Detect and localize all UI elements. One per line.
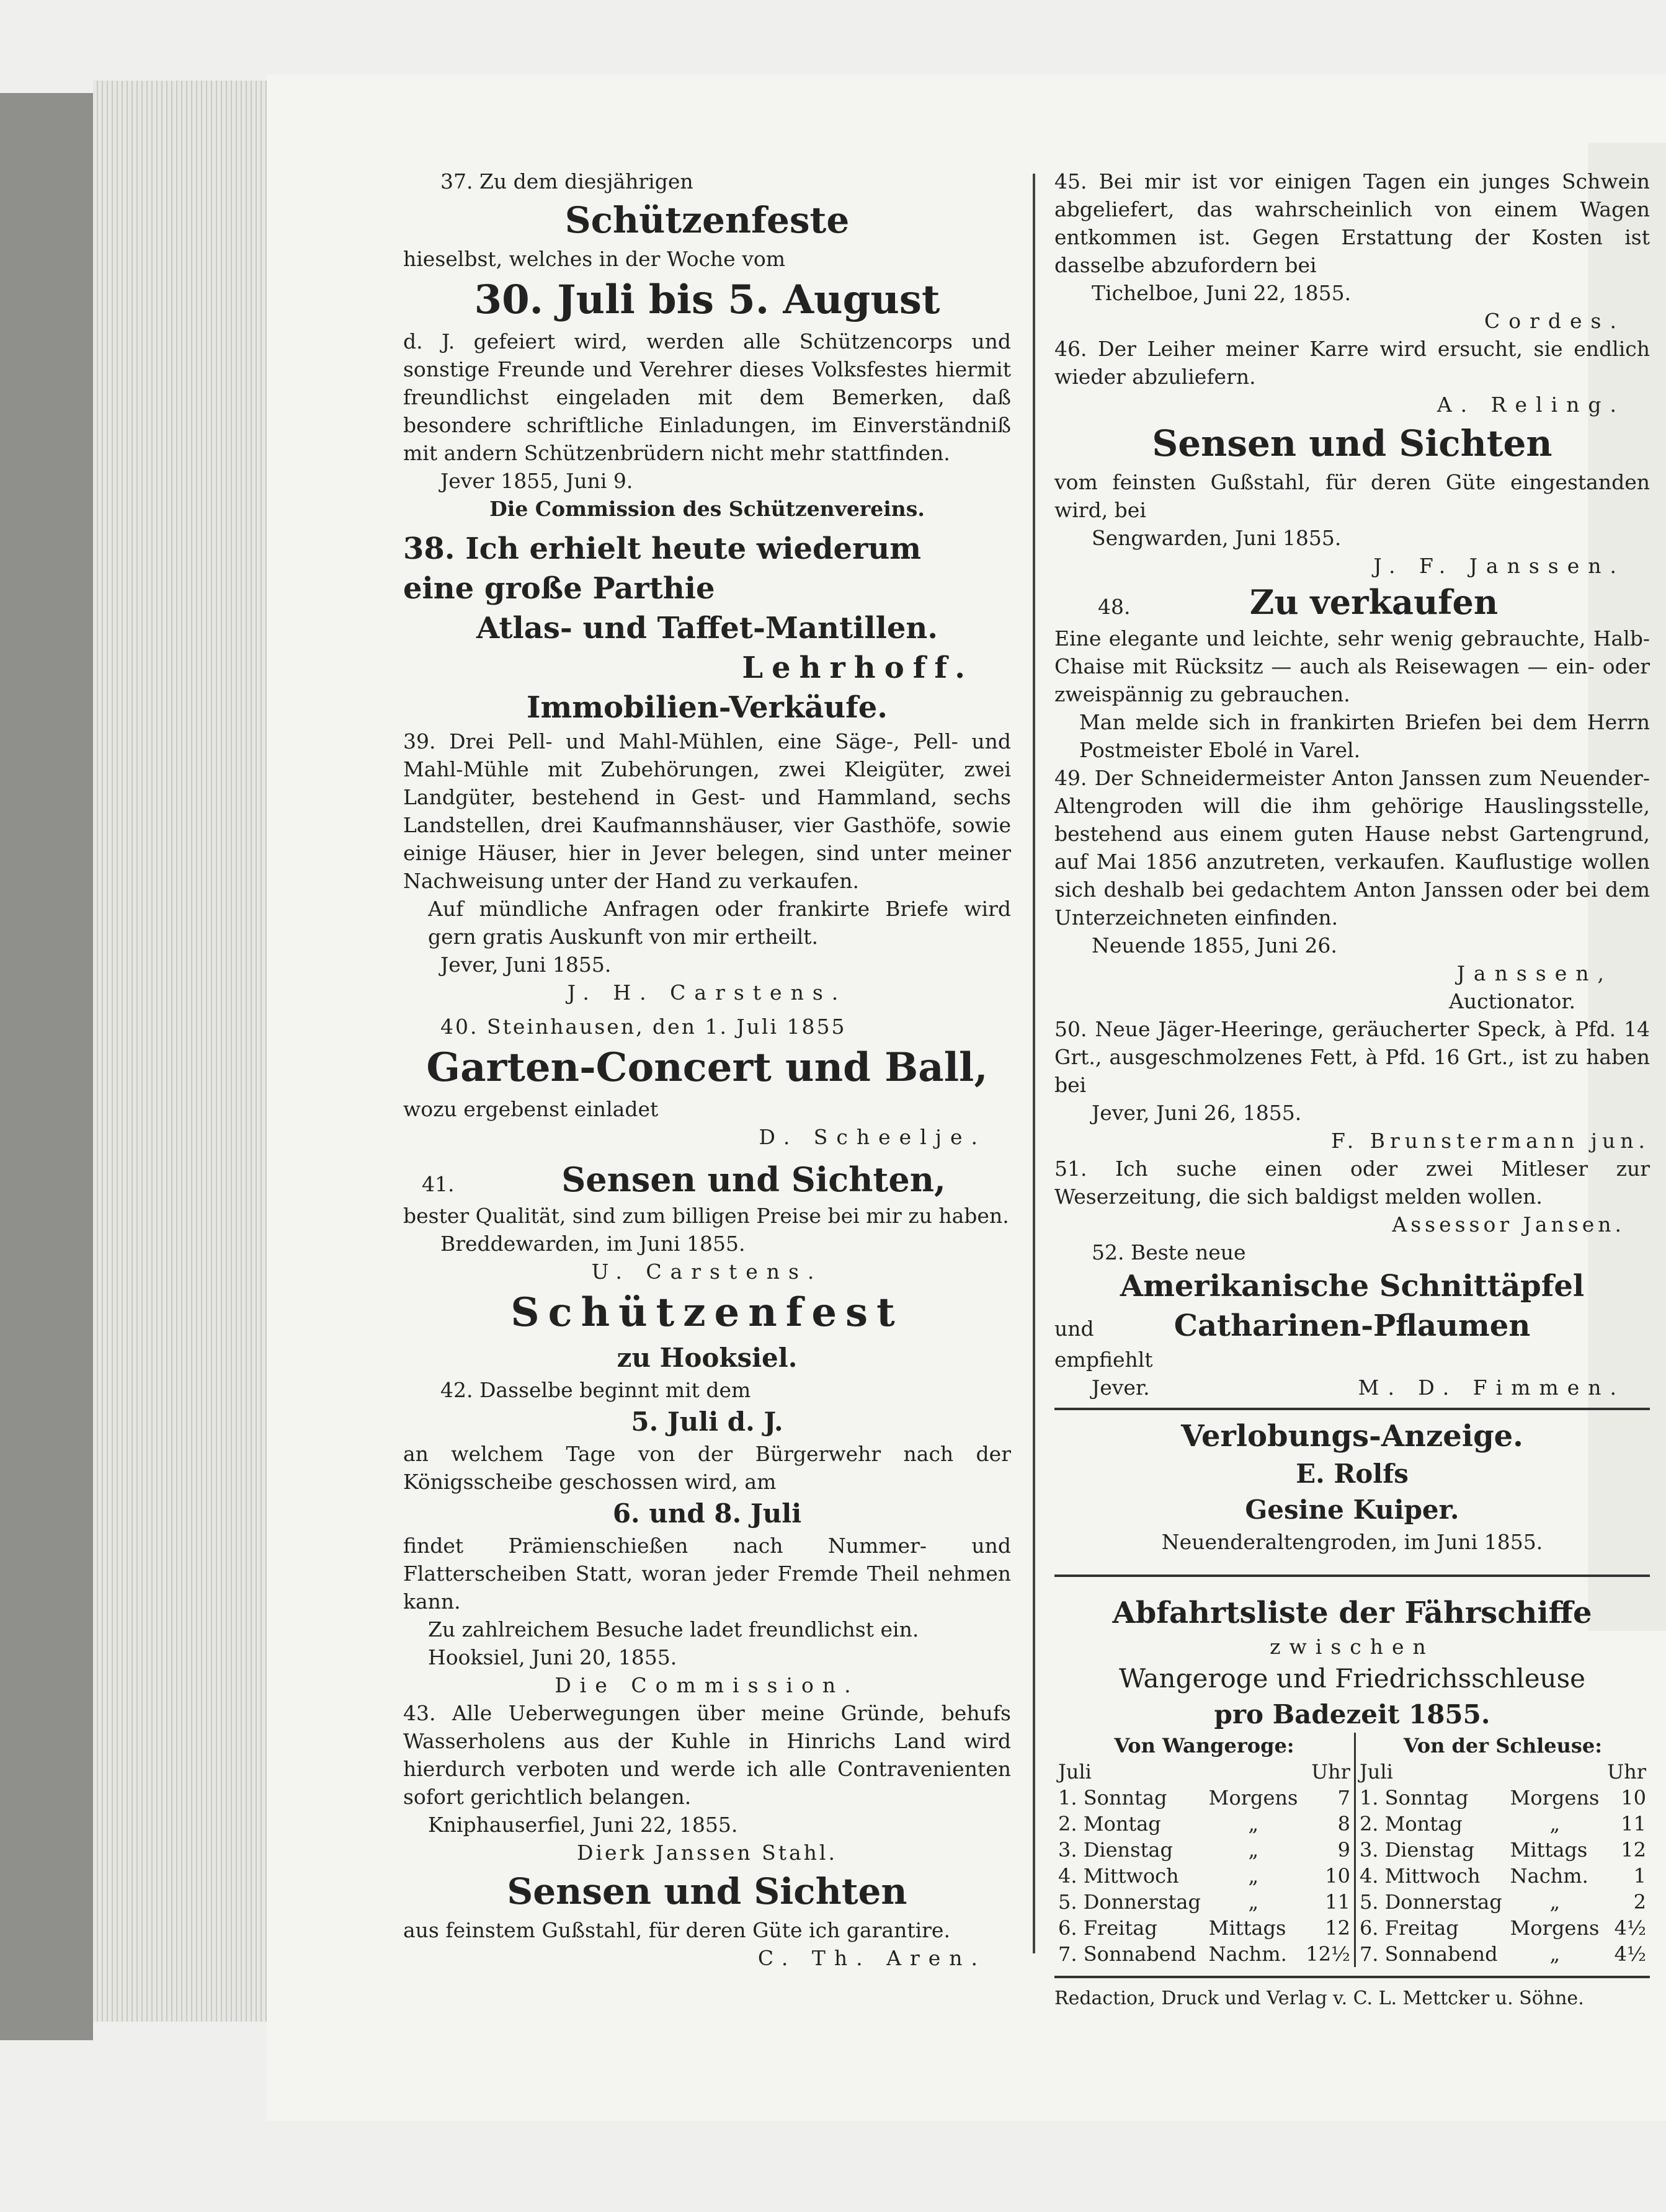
- ad-51: [1054, 1155, 1650, 1238]
- ad-45-body: 45. Bei mir ist vor einigen Tagen ein junges Schwein abgeliefert, das wahrscheinlich von einem Wagen entkommen ist. Gegen Erstattung der Kosten ist dasselbe abzufordern bei: [1054, 169, 1650, 277]
- ferry-cell: 12½: [1302, 1941, 1355, 1967]
- ad-39-heading: Immobilien-Verkäufe.: [527, 690, 888, 725]
- ferry-cell: 7: [1302, 1785, 1355, 1811]
- table-row: [1054, 1785, 1650, 1811]
- ad-43-place: Kniphauserfiel, Juni 22, 1855.: [428, 1813, 738, 1837]
- ferry-cell: Nachm.: [1510, 1864, 1588, 1888]
- ad-50-place: Jever, Juni 26, 1855.: [1092, 1101, 1302, 1125]
- ad-45-signature: Cordes.: [1484, 309, 1625, 333]
- ad-48-heading: Zu verkaufen: [1249, 582, 1499, 622]
- ferry-cell: 4. Mittwoch: [1359, 1864, 1481, 1888]
- ad-49-signature: Janssen,: [1456, 961, 1613, 985]
- ad-47-place: Sengwarden, Juni 1855.: [1092, 526, 1342, 550]
- ferry-cell: 11: [1302, 1889, 1355, 1915]
- ad-39-body2: Auf mündliche Anfragen oder frankirte Briefe wird gern gratis Auskunft von mir ertheilt.: [428, 897, 1011, 949]
- column-rule: [1033, 174, 1035, 1953]
- left-column: [403, 167, 1011, 1972]
- ad-42-subheading: zu Hooksiel.: [617, 1343, 798, 1373]
- ad-37-line: hieselbst, welches in der Woche vom: [403, 247, 785, 271]
- ferry-cell: 5. Donnerstag: [1359, 1890, 1502, 1914]
- ad-52-heading2: Catharinen-Pflaumen: [1174, 1308, 1531, 1343]
- ad-37-place: Jever 1855, Juni 9.: [440, 469, 633, 493]
- ad-52-place: Jever.: [1092, 1375, 1150, 1400]
- ferry-cell: 1: [1633, 1864, 1646, 1888]
- ferry-cell: 8: [1302, 1811, 1355, 1837]
- engagement-name-2: Gesine Kuiper.: [1245, 1495, 1459, 1525]
- ad-50: [1054, 1015, 1650, 1155]
- engagement-notice: [1054, 1416, 1650, 1556]
- ad-51-body: 51. Ich suche einen oder zwei Mitleser zur Weserzeitung, die sich baldigst melden wollen.: [1054, 1157, 1650, 1209]
- ad-37-heading: Schützenfeste: [564, 199, 850, 241]
- ferry-cell: 10: [1302, 1863, 1355, 1889]
- ad-44-body: aus feinstem Gußstahl, für deren Güte ich garantire.: [403, 1918, 950, 1942]
- ferry-cell: 7. Sonnabend: [1058, 1942, 1196, 1966]
- ferry-cell: 1. Sonntag: [1058, 1786, 1167, 1810]
- ad-46-signature: A. Reling.: [1437, 393, 1625, 417]
- ad-52-signature: M. D. Fimmen.: [1358, 1375, 1625, 1400]
- ad-49-place: Neuende 1855, Juni 26.: [1092, 933, 1337, 957]
- table-row: [1054, 1863, 1650, 1889]
- ferry-sub1: zwischen: [1270, 1635, 1435, 1659]
- ferry-cell: Morgens: [1208, 1786, 1298, 1810]
- ferry-left-head: Von Wangeroge:: [1054, 1733, 1355, 1759]
- ad-44-heading: Sensen und Sichten: [507, 1870, 907, 1912]
- ad-48-body: Eine elegante und leichte, sehr wenig gebrauchte, Halb-Chaise mit Rücksitz — auch als Reisewagen — ein- oder zweispännig zu gebrauchen.: [1054, 626, 1650, 706]
- ad-41-signature: U. Carstens.: [591, 1259, 823, 1284]
- ad-42-line4: Zu zahlreichem Besuche ladet freundlichst ein.: [428, 1617, 919, 1641]
- ad-45-place: Tichelboe, Juni 22, 1855.: [1092, 281, 1352, 305]
- ad-37-date-heading: 30. Juli bis 5. August: [474, 277, 940, 323]
- ad-42-date1: 5. Juli d. J.: [631, 1406, 783, 1437]
- table-row: [1054, 1889, 1650, 1915]
- ad-47: [1054, 419, 1650, 580]
- ad-39-body: 39. Drei Pell- und Mahl-Mühlen, eine Säge-, Pell- und Mahl-Mühle mit Zubehörungen, zwei Kleigüter, zwei Landgüter, bestehend in Gest- und Hammland, sechs Landstellen, drei Kaufmannshäuser, vier Gasthöfe, sowie einige Häuser, hier in Jever belegen, sind unter meiner Nachweisung unter der Hand zu verkaufen.: [403, 729, 1011, 893]
- ferry-cell: „: [1549, 1942, 1561, 1966]
- table-row: [1054, 1837, 1650, 1863]
- ad-49: [1054, 764, 1650, 1015]
- ferry-cell: Morgens: [1510, 1916, 1600, 1940]
- ad-42-date2: 6. und 8. Juli: [612, 1498, 802, 1529]
- engagement-place: Neuenderaltengroden, im Juni 1855.: [1161, 1530, 1543, 1554]
- ferry-cell: „: [1549, 1812, 1561, 1836]
- ferry-schedule: [1054, 1583, 1650, 1967]
- separator-rule-2: [1054, 1575, 1650, 1577]
- ad-44: [403, 1867, 1011, 1972]
- ferry-cell: 12: [1621, 1838, 1646, 1862]
- ad-43-signature: Dierk Janssen Stahl.: [577, 1841, 837, 1865]
- ferry-cell: 2. Montag: [1359, 1812, 1463, 1836]
- ferry-left-col-month: Juli: [1058, 1760, 1092, 1783]
- ferry-cell: 11: [1621, 1812, 1646, 1836]
- ad-39-place: Jever, Juni 1855.: [440, 953, 612, 977]
- ad-38: [403, 529, 1011, 688]
- ad-42-signature: Die Commission.: [555, 1673, 860, 1697]
- ferry-cell: 10: [1621, 1786, 1646, 1810]
- ad-42: [403, 1286, 1011, 1699]
- ad-38-line3: Atlas- und Taffet-Mantillen.: [476, 611, 938, 646]
- ferry-cell: 4½: [1614, 1942, 1646, 1966]
- ferry-cell: 9: [1302, 1837, 1355, 1863]
- ferry-cell: 3. Dienstag: [1359, 1838, 1474, 1862]
- ad-43: [403, 1699, 1011, 1867]
- ferry-right-col-time: Uhr: [1607, 1760, 1646, 1783]
- ad-40: [403, 1013, 1011, 1151]
- ad-37: [403, 167, 1011, 523]
- ferry-right-head: Von der Schleuse:: [1403, 1734, 1603, 1757]
- ad-42-heading: Schützenfest: [510, 1289, 904, 1336]
- ad-37-signature: Die Commission des Schützenvereins.: [489, 497, 925, 521]
- ferry-cell: 3. Dienstag: [1058, 1838, 1173, 1862]
- ad-38-signature: Lehrhoff.: [742, 651, 974, 685]
- ad-52-heading1: Amerikanische Schnittäpfel: [1120, 1269, 1585, 1304]
- ad-49-role: Auctionator.: [1449, 989, 1575, 1013]
- ad-42-place: Hooksiel, Juni 20, 1855.: [428, 1645, 677, 1669]
- ferry-cell: 2. Montag: [1058, 1812, 1161, 1836]
- ad-48-number: 48.: [1098, 595, 1131, 619]
- ad-42-line2: an welchem Tage von der Bürgerwehr nach der Königsscheibe geschossen wird, am: [403, 1442, 1011, 1494]
- ad-45: [1054, 167, 1650, 335]
- ferry-cell: 6. Freitag: [1359, 1916, 1459, 1940]
- imprint: Redaction, Druck und Verlag v. C. L. Mettcker u. Söhne.: [1054, 1988, 1584, 2009]
- table-row: [1054, 1915, 1650, 1941]
- ad-47-heading: Sensen und Sichten: [1152, 422, 1552, 464]
- ad-50-body: 50. Neue Jäger-Heeringe, geräucherter Speck, à Pfd. 14 Grt., ausgeschmolzenes Fett, à Pfd. 16 Grt., ist zu haben bei: [1054, 1017, 1650, 1097]
- ad-39-signature: J. H. Carstens.: [567, 980, 847, 1005]
- ferry-cell: Mittags: [1208, 1916, 1286, 1940]
- ferry-cell: „: [1248, 1838, 1259, 1862]
- ferry-cell: 4½: [1614, 1916, 1646, 1940]
- ad-52-line2: empfiehlt: [1054, 1348, 1153, 1372]
- ad-41-heading: Sensen und Sichten,: [561, 1160, 946, 1199]
- ferry-table: [1054, 1733, 1650, 1967]
- ad-40-signature: D. Scheelje.: [759, 1125, 986, 1149]
- ferry-cell: 4. Mittwoch: [1058, 1864, 1179, 1888]
- ad-37-body: d. J. gefeiert wird, werden alle Schützencorps und sonstige Freunde und Verehrer dieses Volksfestes hiermit freundlichst eingeladen mit dem Bemerken, daß besondere schriftliche Einladungen, im Einverständniß mit andern Schützenbrüdern nicht mehr stattfinden.: [403, 329, 1011, 465]
- ad-49-body: 49. Der Schneidermeister Anton Janssen zum Neuender-Altengroden will die ihm gehörige Hauslingsstelle, bestehend aus einem guten Hause nebst Gartengrund, auf Mai 1856 anzutreten, verkaufen. Kauflustige wollen sich deshalb bei gedachtem Anton Janssen oder bei dem Unterzeichneten einfinden.: [1054, 766, 1650, 930]
- table-row: [1054, 1941, 1650, 1967]
- ferry-cell: „: [1248, 1864, 1259, 1888]
- ad-50-signature: F. Brunstermann jun.: [1331, 1129, 1650, 1153]
- ad-44-signature: C. Th. Aren.: [757, 1946, 986, 1970]
- ferry-cell: „: [1248, 1890, 1259, 1914]
- ferry-cell: 7. Sonnabend: [1359, 1942, 1498, 1966]
- ferry-right-col-month: Juli: [1359, 1760, 1393, 1783]
- ad-48: [1054, 580, 1650, 764]
- ad-42-line1: 42. Dasselbe beginnt mit dem: [440, 1378, 751, 1402]
- ad-41-body: bester Qualität, sind zum billigen Preise bei mir zu haben.: [403, 1204, 1009, 1228]
- ad-41-number: 41.: [422, 1172, 455, 1196]
- page-edges: [93, 81, 273, 2022]
- ferry-cell: 2: [1633, 1890, 1646, 1914]
- ad-46-body: 46. Der Leiher meiner Karre wird ersucht, sie endlich wieder abzuliefern.: [1054, 337, 1650, 389]
- ad-42-line3: findet Prämienschießen nach Nummer- und Flatterscheiben Statt, woran jeder Fremde Theil nehmen kann.: [403, 1534, 1011, 1614]
- right-column: [1054, 167, 1650, 2012]
- ad-39: [403, 688, 1011, 1006]
- ferry-sub3: pro Badezeit 1855.: [1214, 1699, 1490, 1730]
- ad-51-signature: Assessor Jansen.: [1392, 1212, 1625, 1237]
- separator-rule-3: [1054, 1976, 1650, 1978]
- ad-52-und: und: [1054, 1317, 1094, 1341]
- ad-47-signature: J. F. Janssen.: [1373, 554, 1625, 578]
- ferry-sub2: Wangeroge und Friedrichsschleuse: [1118, 1663, 1586, 1694]
- engagement-title: Verlobungs-Anzeige.: [1181, 1419, 1523, 1454]
- ad-40-line: wozu ergebenst einladet: [403, 1097, 659, 1121]
- ferry-cell: 5. Donnerstag: [1058, 1890, 1201, 1914]
- ad-41-place: Breddewarden, im Juni 1855.: [440, 1232, 746, 1256]
- ad-52: [1054, 1238, 1650, 1401]
- ferry-cell: 1. Sonntag: [1359, 1786, 1469, 1810]
- ferry-cell: 6. Freitag: [1058, 1916, 1157, 1940]
- ferry-cell: Nachm.: [1208, 1942, 1287, 1966]
- ad-47-body: vom feinsten Gußstahl, für deren Güte eingestanden wird, bei: [1054, 470, 1650, 522]
- ad-52-line1: 52. Beste neue: [1092, 1240, 1246, 1264]
- ad-40-date: 40. Steinhausen, den 1. Juli 1855: [440, 1015, 847, 1039]
- ferry-title: Abfahrtsliste der Fährschiffe: [1112, 1596, 1592, 1630]
- ferry-cell: „: [1248, 1812, 1259, 1836]
- ferry-cell: „: [1549, 1890, 1561, 1914]
- ad-40-heading: Garten-Concert und Ball,: [426, 1044, 988, 1091]
- ferry-left-col-time: Uhr: [1302, 1759, 1355, 1785]
- separator-rule: [1054, 1408, 1650, 1410]
- ad-37-intro: 37. Zu dem diesjährigen: [440, 169, 693, 193]
- engagement-name-1: E. Rolfs: [1296, 1459, 1409, 1489]
- ferry-cell: 12: [1302, 1915, 1355, 1941]
- ferry-cell: Mittags: [1510, 1838, 1588, 1862]
- ad-41: [403, 1157, 1011, 1286]
- ad-46: [1054, 335, 1650, 419]
- ad-38-line2: eine große Parthie: [403, 571, 715, 606]
- ad-43-body: 43. Alle Ueberwegungen über meine Gründe, behufs Wasserholens aus der Kuhle in Hinrichs Land wird hierdurch verboten und werde ich alle Contravenienten sofort gerichtlich belangen.: [403, 1701, 1011, 1809]
- ad-38-line1: 38. Ich erhielt heute wiederum: [403, 531, 922, 566]
- ad-48-body2: Man melde sich in frankirten Briefen bei dem Herrn Postmeister Ebolé in Varel.: [1079, 710, 1650, 762]
- table-row: [1054, 1811, 1650, 1837]
- book-binding: [0, 93, 93, 2040]
- ferry-cell: Morgens: [1510, 1786, 1600, 1810]
